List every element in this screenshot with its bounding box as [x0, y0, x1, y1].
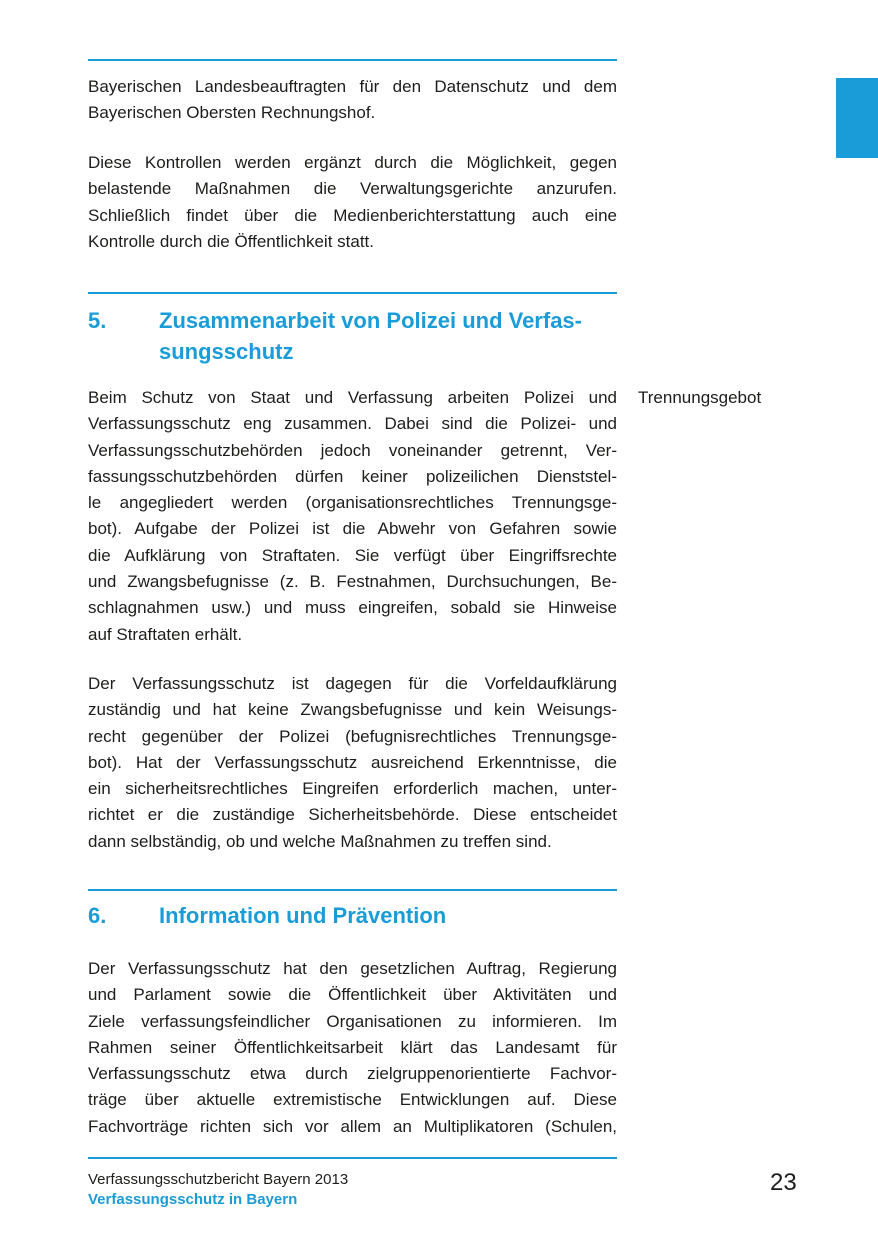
page-number: 23 — [770, 1169, 797, 1196]
text-line: Bayerischen Landesbeauftragten für den Datenschutz und dem — [88, 77, 617, 96]
text-line: Diese Kontrollen werden ergänzt durch die Möglichkeit, gegen — [88, 153, 617, 172]
text-line: und Parlament sowie die Öffentlichkeit über Aktivitäten und — [88, 985, 617, 1005]
section-5-number: 5. — [88, 308, 107, 333]
section-5-paragraph-2 — [88, 671, 617, 855]
footer-chapter: Verfassungsschutz in Bayern — [88, 1191, 298, 1208]
section-6-divider — [88, 889, 617, 891]
text-line: Beim Schutz von Staat und Verfassung arbeiten Polizei und — [88, 388, 617, 407]
section-5-heading — [88, 305, 617, 367]
text-line: und Zwangsbefugnisse (z. B. Festnahmen, Durchsuchungen, Be- — [88, 572, 617, 592]
text-line: schlagnahmen usw.) und muss eingreifen, sobald sie Hinweise — [88, 598, 617, 618]
text-line: fassungsschutzbehörden dürfen keiner polizeilichen Dienststel- — [88, 466, 617, 486]
text-line: Rahmen seiner Öffentlichkeitsarbeit klärt das Landesamt für — [88, 1037, 617, 1057]
text-line: Der Verfassungsschutz ist dagegen für die Vorfeldaufklärung — [88, 674, 617, 693]
section-6-title: Information und Prävention — [159, 903, 447, 928]
text-line: richtet er die zuständige Sicherheitsbehörde. Diese entscheidet — [88, 805, 617, 825]
text-line: bot). Aufgabe der Polizei ist die Abwehr von Gefahren sowie — [88, 519, 617, 539]
text-line: Fachvorträge richten sich vor allem an Multiplikatoren (Schulen, — [88, 1116, 617, 1136]
text-line: belastende Maßnahmen die Verwaltungsgerichte anzurufen. — [88, 179, 617, 199]
text-line: Der Verfassungsschutz hat den gesetzlichen Auftrag, Regierung — [88, 959, 617, 978]
top-divider — [88, 59, 617, 61]
top-paragraph — [88, 74, 617, 127]
text-line: Verfassungsschutz etwa durch zielgruppenorientierte Fachvor- — [88, 1064, 617, 1084]
text-line: Schließlich findet über die Medienberichterstattung auch eine — [88, 205, 617, 225]
footer-publication: Verfassungsschutzbericht Bayern 2013 — [88, 1171, 349, 1188]
section-5-divider — [88, 292, 617, 294]
text-line: die Aufklärung von Straftaten. Sie verfügt über Eingriffsrechte — [88, 545, 617, 565]
margin-note: Trennungsgebot — [638, 388, 762, 407]
text-line: ein sicherheitsrechtliches Eingreifen erforderlich machen, unter- — [88, 779, 617, 799]
text-line: dann selbständig, ob und welche Maßnahmen zu treffen sind. — [88, 831, 552, 851]
controls-paragraph — [88, 150, 617, 255]
text-line: le angegliedert werden (organisationsrechtliches Trennungsge- — [88, 493, 617, 513]
section-5-title — [159, 305, 619, 367]
section-6-number: 6. — [88, 903, 107, 928]
text-line: bot). Hat der Verfassungsschutz ausreichend Erkenntnisse, die — [88, 752, 617, 772]
text-line: Ziele verfassungsfeindlicher Organisationen zu informieren. Im — [88, 1011, 617, 1031]
section-6-paragraph-1 — [88, 956, 617, 1140]
text-line: Bayerischen Obersten Rechnungshof. — [88, 103, 376, 123]
text-line: recht gegenüber der Polizei (befugnisrechtliches Trennungsge- — [88, 726, 617, 746]
text-line: Kontrolle durch die Öffentlichkeit statt. — [88, 231, 375, 251]
section-5-paragraph-1 — [88, 385, 617, 648]
section-6-heading — [88, 900, 617, 931]
text-line: träge über aktuelle extremistische Entwicklungen auf. Diese — [88, 1090, 617, 1110]
footer-divider — [88, 1157, 617, 1159]
section-5-title-line-1: Zusammenarbeit von Polizei und Verfas- — [159, 308, 582, 333]
text-line: Verfassungsschutz eng zusammen. Dabei sind die Polizei- und — [88, 414, 617, 434]
section-5-title-line-2: sungsschutz — [159, 339, 294, 364]
text-line: auf Straftaten erhält. — [88, 624, 243, 644]
chapter-tab-marker — [836, 78, 878, 158]
text-line: zuständig und hat keine Zwangsbefugnisse und kein Weisungs- — [88, 700, 617, 720]
text-line: Verfassungsschutzbehörden jedoch voneinander getrennt, Ver- — [88, 440, 617, 460]
